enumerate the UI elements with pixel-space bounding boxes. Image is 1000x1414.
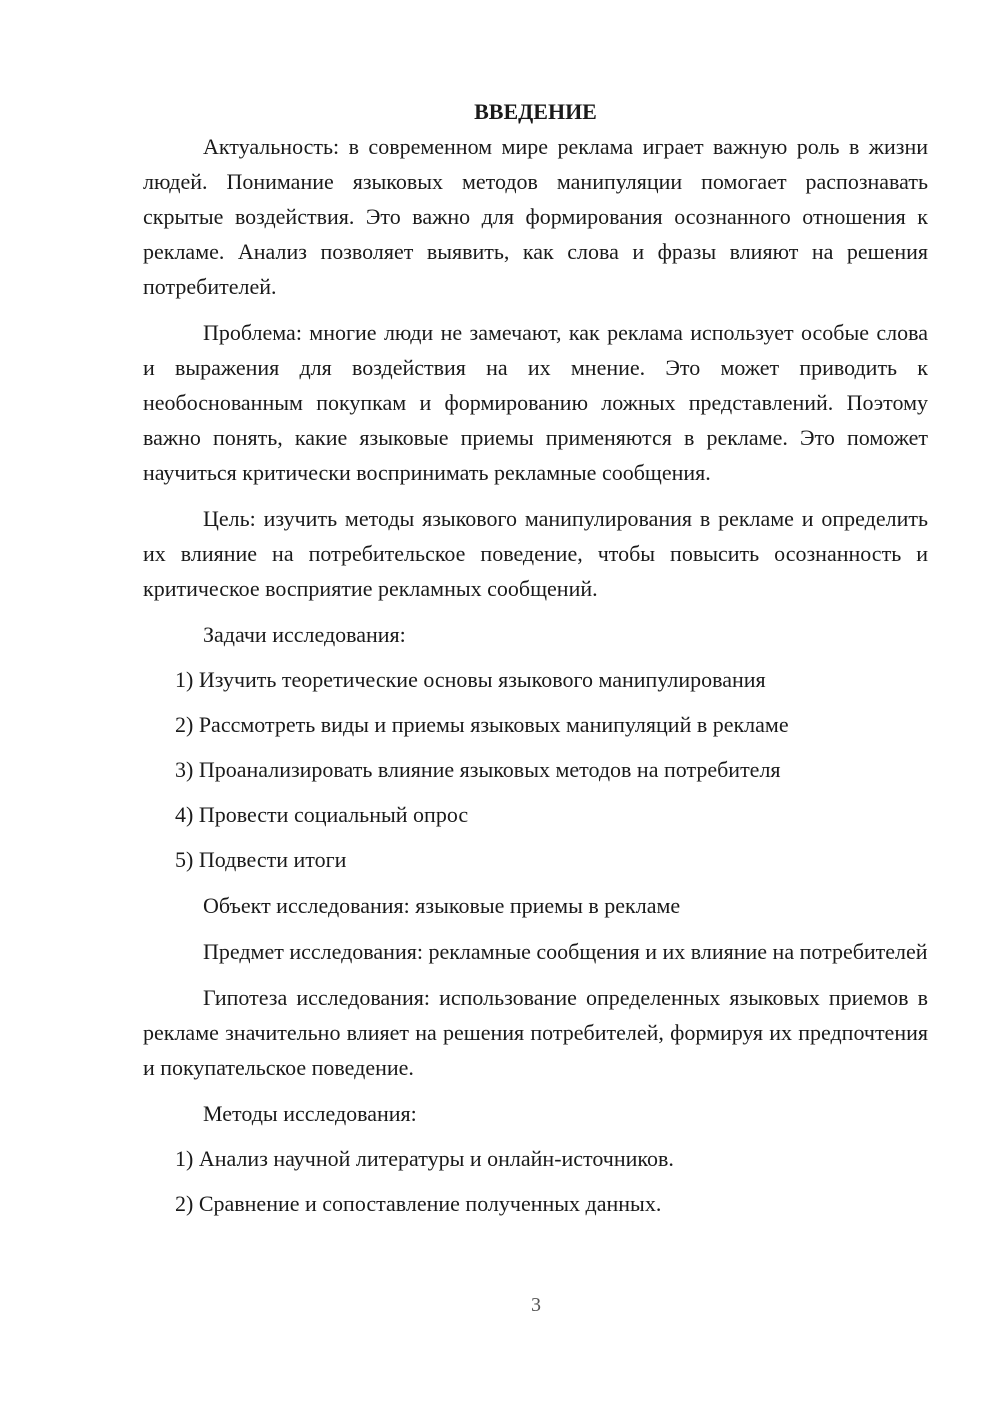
document-page xyxy=(143,94,928,1221)
paragraph-relevance: Актуальность: в современном мире реклама играет важную роль в жизни людей. Понимание языковых методов манипуляции помогает распознавать скрытые воздействия. Это важно для формирования осознанного отношения к рекламе. Анализ позволяет выявить, как слова и фразы влияют на решения потребителей. xyxy=(143,134,928,299)
section-heading: ВВЕДЕНИЕ xyxy=(474,99,597,124)
list-item: 4) Провести социальный опрос xyxy=(175,802,469,827)
tasks-list xyxy=(143,662,928,877)
paragraph-goal: Цель: изучить методы языкового манипулирования в рекламе и определить их влияние на потребительское поведение, чтобы повысить осознанность и критическое восприятие рекламных сообщений. xyxy=(143,506,928,601)
list-item: 1) Анализ научной литературы и онлайн-источников. xyxy=(175,1146,674,1171)
list-item: 1) Изучить теоретические основы языкового манипулирования xyxy=(175,667,766,692)
paragraph-subject: Предмет исследования: рекламные сообщения и их влияние на потребителей xyxy=(203,939,928,964)
paragraph-problem: Проблема: многие люди не замечают, как реклама использует особые слова и выражения для воздействия на их мнение. Это может приводить к необоснованным покупкам и формированию ложных представлений. Поэтому важно понять, какие языковые приемы применяются в рекламе. Это поможет научиться критически воспринимать рекламные сообщения. xyxy=(143,320,928,485)
methods-title: Методы исследования: xyxy=(203,1101,417,1126)
paragraph-object: Объект исследования: языковые приемы в рекламе xyxy=(203,893,681,918)
list-item: 3) Проанализировать влияние языковых методов на потребителя xyxy=(175,757,781,782)
tasks-title: Задачи исследования: xyxy=(203,622,406,647)
page-number: 3 xyxy=(531,1294,541,1316)
list-item: 2) Рассмотреть виды и приемы языковых манипуляций в рекламе xyxy=(175,712,789,737)
list-item: 5) Подвести итоги xyxy=(175,847,347,872)
methods-list xyxy=(143,1141,928,1221)
list-item: 2) Сравнение и сопоставление полученных данных. xyxy=(175,1191,662,1216)
paragraph-hypothesis: Гипотеза исследования: использование определенных языковых приемов в рекламе значительно влияет на решения потребителей, формируя их предпочтения и покупательское поведение. xyxy=(143,985,928,1080)
